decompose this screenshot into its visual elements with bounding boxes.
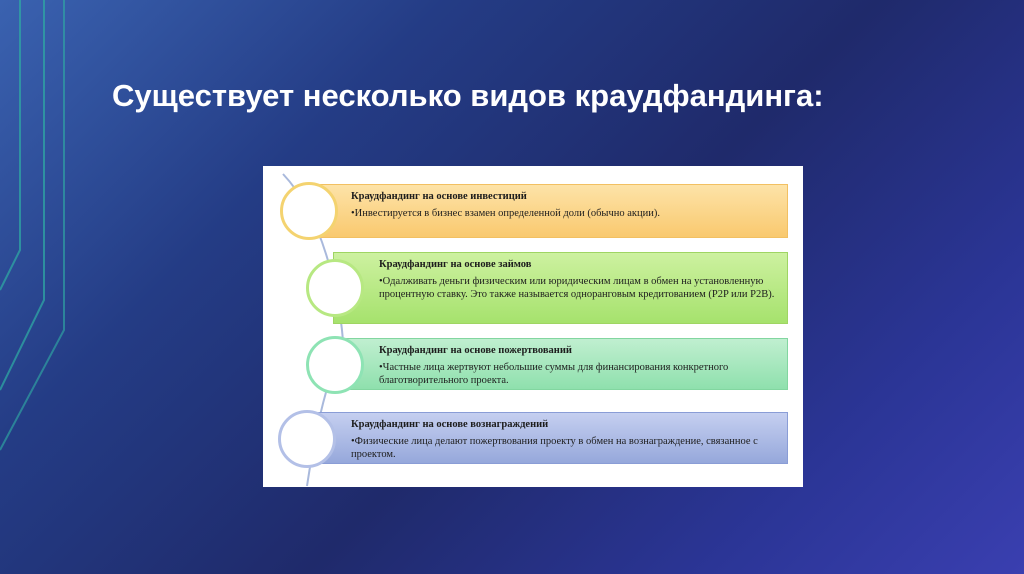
item-description: •Физические лица делают пожертвования проекту в обмен на вознаграждение, связанное с проектом.	[351, 436, 758, 460]
item-donation	[333, 338, 788, 390]
crowdfunding-types-diagram	[263, 166, 803, 487]
circle-marker-4	[278, 410, 336, 468]
item-reward	[305, 412, 788, 464]
item-description: •Одалживать деньги физическим или юридическим лицам в обмен на установленную процентную ставку. Это также называется одноранговым кредитованием (P2P или P2B).	[379, 276, 775, 300]
circle-marker-3	[306, 336, 364, 394]
item-title: Краудфандинг на основе инвестиций	[351, 191, 527, 202]
item-title: Краудфандинг на основе вознаграждений	[351, 419, 549, 430]
item-description: •Частные лица жертвуют небольшие суммы для финансирования конкретного благотворительного проекта.	[379, 362, 729, 386]
item-investment	[305, 184, 788, 238]
item-description: •Инвестируется в бизнес взамен определенной доли (обычно акции).	[351, 208, 660, 219]
circle-marker-1	[280, 182, 338, 240]
item-lending	[333, 252, 788, 324]
page-title: Существует несколько видов краудфандинга:	[112, 78, 824, 113]
item-title: Краудфандинг на основе займов	[379, 259, 532, 270]
item-title: Краудфандинг на основе пожертвований	[379, 345, 572, 356]
circle-marker-2	[306, 259, 364, 317]
